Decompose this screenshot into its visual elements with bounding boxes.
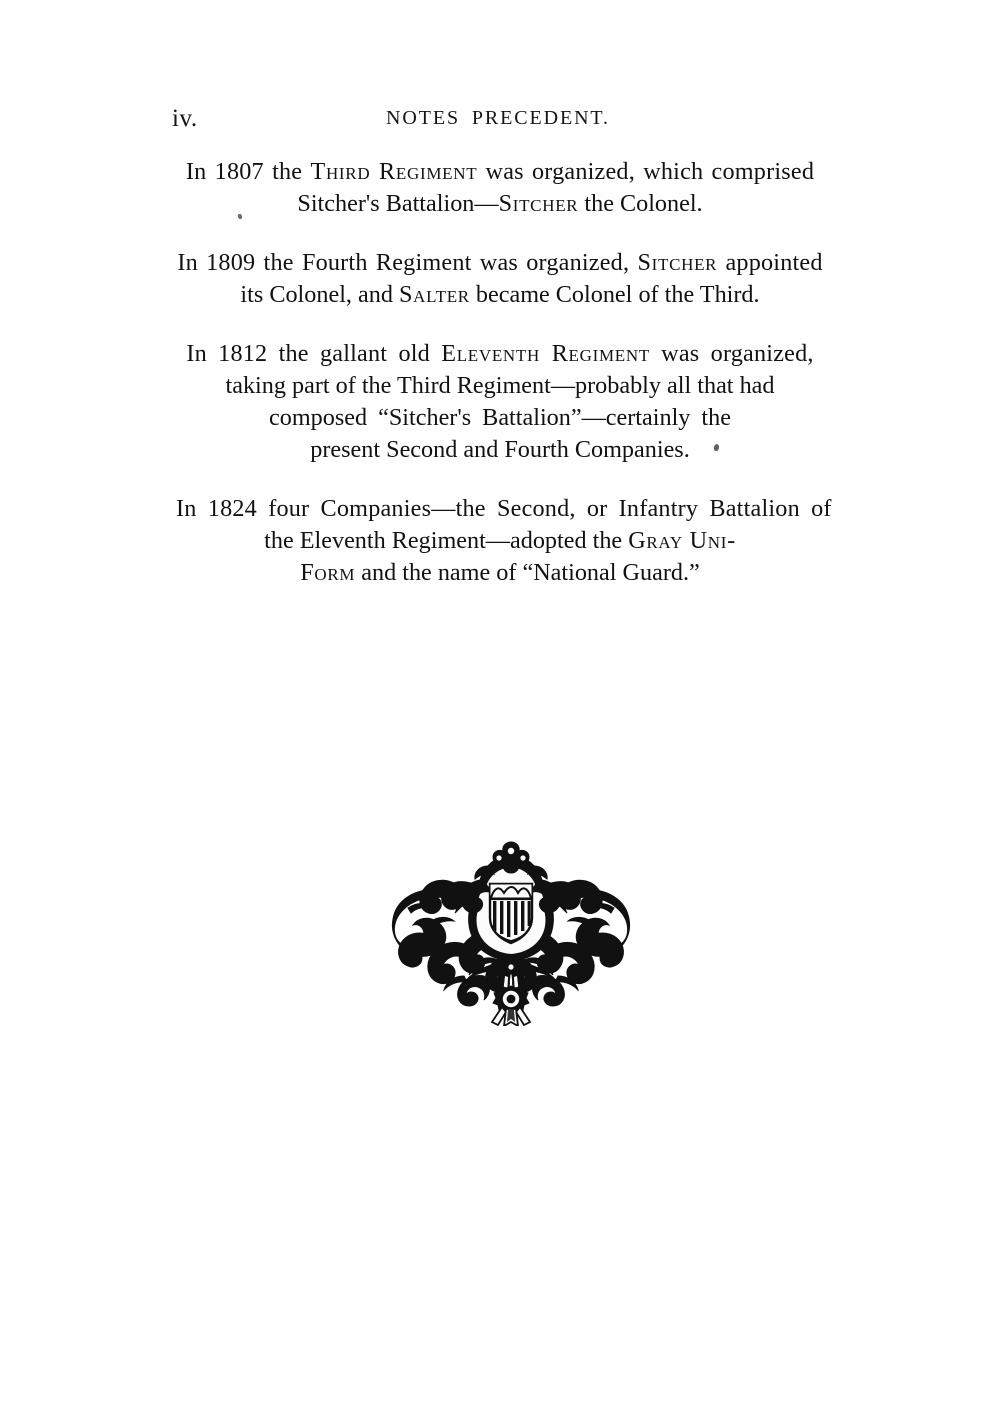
text-run: became Colonel of the Third. [469, 281, 760, 308]
paragraph-1812 [176, 338, 824, 466]
small-caps-third-regiment: Third Regiment [310, 158, 478, 185]
small-caps-eleventh-regiment: Eleventh Regiment [441, 340, 650, 367]
text-run: the Colonel. [578, 190, 703, 217]
paragraph-1824 [176, 493, 832, 589]
paragraph-1824-line-1: In 1824 four Companies—the Second, or Infantry Battalion of [176, 495, 832, 522]
text-run: was organized, [649, 340, 814, 367]
text-run: its Colonel, and [240, 281, 399, 308]
text-run: and the name of “National Guard.” [355, 559, 700, 586]
page-folio: iv. [172, 105, 198, 132]
paragraph-1824-line-3 [176, 557, 824, 589]
paragraph-1812-line-3: composed “Sitcher's Battalion”—certainly the [269, 404, 731, 431]
paragraph-1809-line-1 [176, 247, 824, 279]
paragraph-1807 [176, 156, 824, 220]
small-caps-salter: Salter [398, 281, 470, 308]
paragraph-1809 [176, 247, 824, 311]
running-head [0, 103, 1000, 133]
body-text-block [176, 156, 832, 616]
text-run: the Eleventh Regiment—adopted the [264, 527, 629, 554]
paragraph-1807-line-2 [176, 188, 824, 220]
paragraph-1812-line-2: taking part of the Third Regiment—probably all that had [225, 372, 775, 399]
engraved-shield-scrollwork-ornament [368, 836, 654, 1026]
small-caps-gray-uni: Gray Uni- [628, 527, 736, 554]
small-caps-sitcher: Sitcher [498, 190, 579, 217]
paragraph-1812-line-4: present Second and Fourth Companies. [310, 436, 690, 463]
paragraph-1812-line-1 [176, 338, 824, 370]
paragraph-1824-line-2 [176, 525, 824, 557]
paragraph-1809-line-2 [176, 279, 824, 311]
text-run: appointed [717, 249, 823, 276]
text-run: In 1807 the [185, 158, 311, 185]
running-head-title: NOTES PRECEDENT. [386, 107, 610, 129]
small-caps-form: Form [300, 559, 356, 586]
text-run: In 1809 the Fourth Regiment was organized, [177, 249, 638, 276]
text-run: was organized, which comprised [477, 158, 815, 185]
text-run: Sitcher's Battalion— [297, 190, 499, 217]
text-run: In 1812 the gallant old [186, 340, 442, 367]
small-caps-sitcher: Sitcher [637, 249, 718, 276]
paragraph-1807-line-1 [176, 156, 824, 188]
